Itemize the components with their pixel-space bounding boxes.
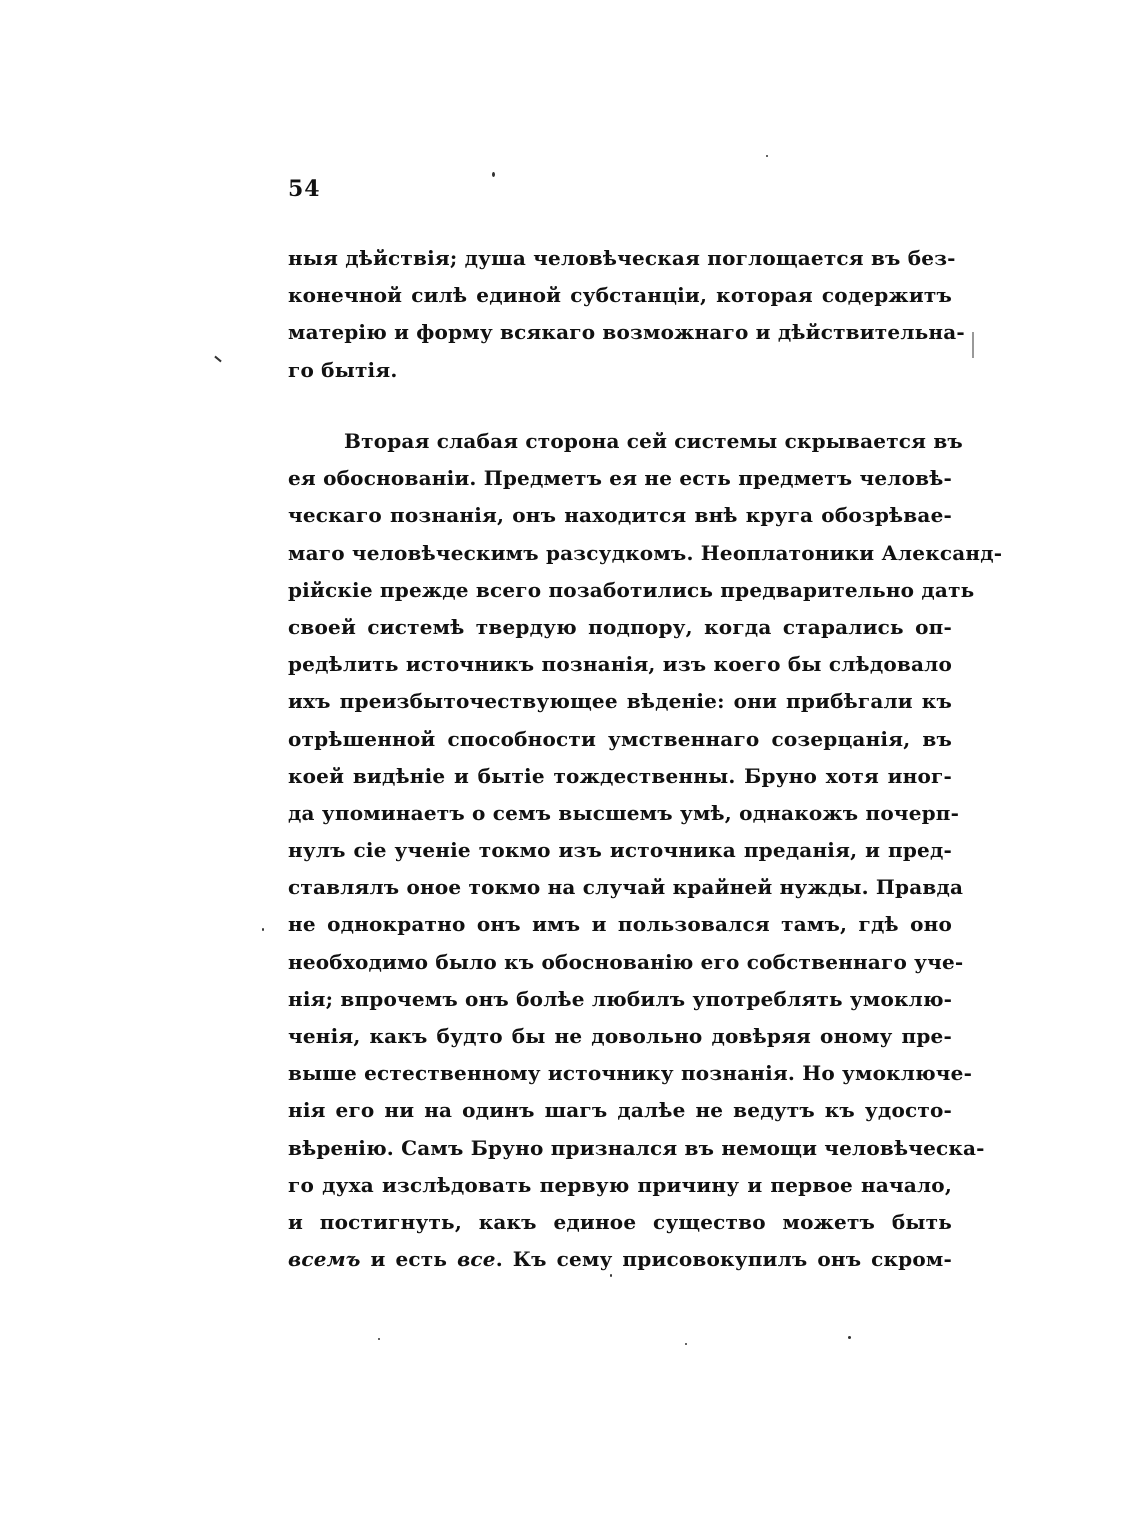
italic-word: все xyxy=(457,1247,496,1272)
paragraph-continuation xyxy=(288,240,965,389)
scan-edge-mark xyxy=(972,332,974,358)
text-line: нія его ни на одинъ шагъ далѣе не ведутъ къ удосто- xyxy=(288,1098,952,1123)
text-line: ставлялъ оное токмо на случай крайней нужды. Правда xyxy=(288,875,964,900)
text-line: ныя дѣйствія; душа человѣческая поглощается въ без- xyxy=(288,246,956,270)
text-line: маго человѣческимъ разсудкомъ. Неоплатоники Александ- xyxy=(288,540,1003,565)
text-line: редѣлить источникъ познанія, изъ коего бы слѣдовало xyxy=(288,652,952,677)
text-line: не однократно онъ имъ и пользовался тамъ, гдѣ оно xyxy=(288,912,952,937)
scan-speck xyxy=(378,1338,380,1340)
text-line: го духа изслѣдовать первую причину и первое начало, xyxy=(288,1172,952,1197)
text-fragment: и есть xyxy=(360,1247,458,1272)
text-line: матерію и форму всякаго возможнаго и дѣйствительна- xyxy=(288,320,965,345)
scan-mark xyxy=(214,356,221,363)
paragraph-second xyxy=(288,423,1003,1278)
text-line: ческаго познанія, онъ находится внѣ круга обозрѣвае- xyxy=(288,503,952,528)
scan-speck xyxy=(685,1343,687,1345)
text-line: ченія, какъ будто бы не довольно довѣряя оному пре- xyxy=(288,1024,952,1048)
text-line: выше естественному источнику познанія. Но умоключе- xyxy=(288,1061,973,1086)
text-line: конечной силѣ единой субстанціи, которая содержитъ xyxy=(288,283,952,308)
italic-word: всемъ xyxy=(288,1247,361,1272)
text-line: коей видѣніе и бытіе тождественны. Бруно хотя иног- xyxy=(288,763,952,788)
text-line: вѣренію. Самъ Бруно признался въ немощи человѣческа- xyxy=(288,1135,985,1160)
scan-speck xyxy=(848,1336,851,1339)
text-line: ихъ преизбыточествующее вѣденіе: они прибѣгали къ xyxy=(288,689,952,714)
text-line: отрѣшенной способности умственнаго созерцанія, въ xyxy=(288,726,952,751)
page-number: 54 xyxy=(288,176,321,202)
text-fragment: . Къ сему присовокупилъ онъ скром- xyxy=(495,1247,952,1272)
text-line: ея обоснованіи. Предметъ ея не есть предметъ человѣ- xyxy=(288,466,952,491)
scan-speck xyxy=(610,1274,612,1277)
text-line: го бытія. xyxy=(288,357,398,382)
text-line: нія; впрочемъ онъ болѣе любилъ употреблять умоклю- xyxy=(288,986,953,1011)
text-line: да упоминаетъ о семъ высшемъ умѣ, однакожъ почерп- xyxy=(288,800,960,825)
scan-speck xyxy=(262,928,264,931)
text-line-last xyxy=(288,1241,952,1278)
scan-speck xyxy=(766,155,768,157)
scan-speck xyxy=(492,172,495,177)
text-line: Вторая слабая сторона сей системы скрывается въ xyxy=(344,429,963,453)
text-line: своей системѣ твердую подпору, когда старались оп- xyxy=(288,614,952,639)
text-line: и постигнуть, какъ единое существо можетъ быть xyxy=(288,1209,952,1234)
text-line: рійскіе прежде всего позаботились предварительно дать xyxy=(288,577,975,602)
text-line: необходимо было къ обоснованію его собственнаго уче- xyxy=(288,949,964,974)
text-line: нулъ сіе ученіе токмо изъ источника преданія, и пред- xyxy=(288,838,952,863)
